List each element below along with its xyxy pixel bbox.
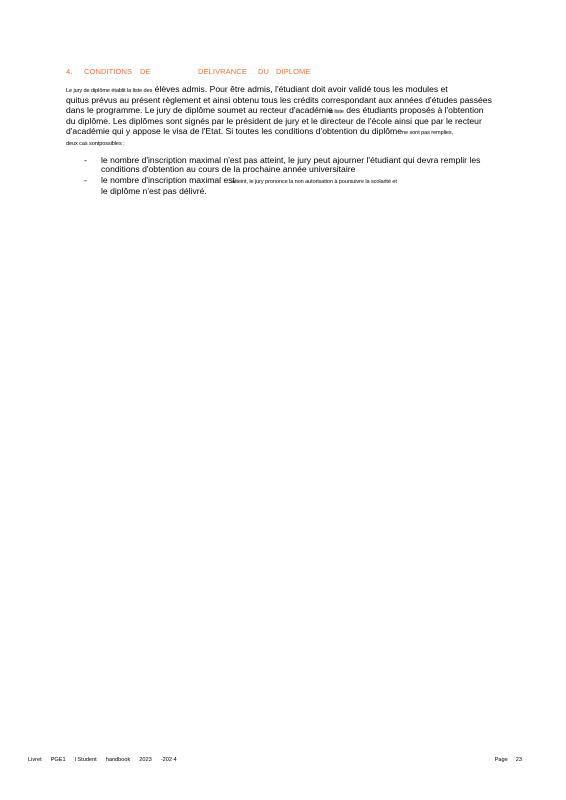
page-number-block [487,757,522,763]
bullet-list [84,156,534,198]
footer-word: Livret [28,757,42,763]
footer-word: PGE1 [50,757,66,763]
list-item [84,176,534,197]
heading-word-conditions: CONDITIONS [84,67,133,76]
bullet-fragment: atteint, le jury prononce la non autorisation à poursuivre la scolarité et [231,178,397,185]
heading-word-diplome: DIPLOME [276,67,311,76]
section-number: 4. [66,67,73,76]
bullet-fragment: le nombre d'inscription maximal est [101,174,235,185]
paragraph-line: quitus prévus au présent règlement et ainsi obtenu tous les crédits correspondant aux années d'études passées [66,95,492,106]
paragraph-fragment: des étudiants proposés à l'obtention [346,104,484,115]
paragraph-line: du diplôme. Les diplômes sont signés par le président de jury et le directeur de l'école ainsi que par le recteur [66,116,482,127]
page-number: 23 [515,757,522,763]
paragraph-fragment: élèves admis. Pour être admis, l'étudiant doit avoir validé tous les modules et [154,84,448,94]
footer-title [28,757,186,763]
page-label: Page [494,757,508,763]
paragraph-fragment: dans le programme. Le jury de diplôme soumet au recteur d'académie [66,104,333,115]
bullet-line: le nombre d'inscription maximal n'est pas atteint, le jury peut ajourner l'étudiant qui devra remplir les [101,155,481,165]
paragraph-fragment: d'académie qui y appose le visa de l'Etat. Si toutes les conditions d'obtention du diplôme [66,125,402,136]
paragraph-line: deux cas sontpossibles : [66,141,125,148]
page-footer [28,757,538,763]
bullet-line: conditions d'obtention au cours de la prochaine année universitaire [101,164,356,175]
bullet-line: le diplôme n'est pas délivré. [101,186,207,197]
bullet-dash: - [84,174,87,185]
footer-word: handbook [105,757,131,763]
heading-word-de: DE [140,67,151,76]
section-heading [66,67,506,76]
footer-word: l Student [74,757,97,763]
paragraph-fragment: Le jury de diplôme établit la liste des [66,88,153,94]
heading-word-delivrance: DELIVRANCE [198,67,247,76]
paragraph-fragment: la liste [328,108,344,115]
bullet-dash: - [84,155,87,165]
heading-word-du: DU [258,67,270,76]
paragraph-line [66,127,536,138]
list-item [84,156,534,175]
footer-word: 2023 [139,757,152,763]
footer-word: -202 4 [160,757,177,763]
paragraph-fragment: ne sont pas remplies, [402,129,454,136]
body-paragraph [66,85,536,150]
